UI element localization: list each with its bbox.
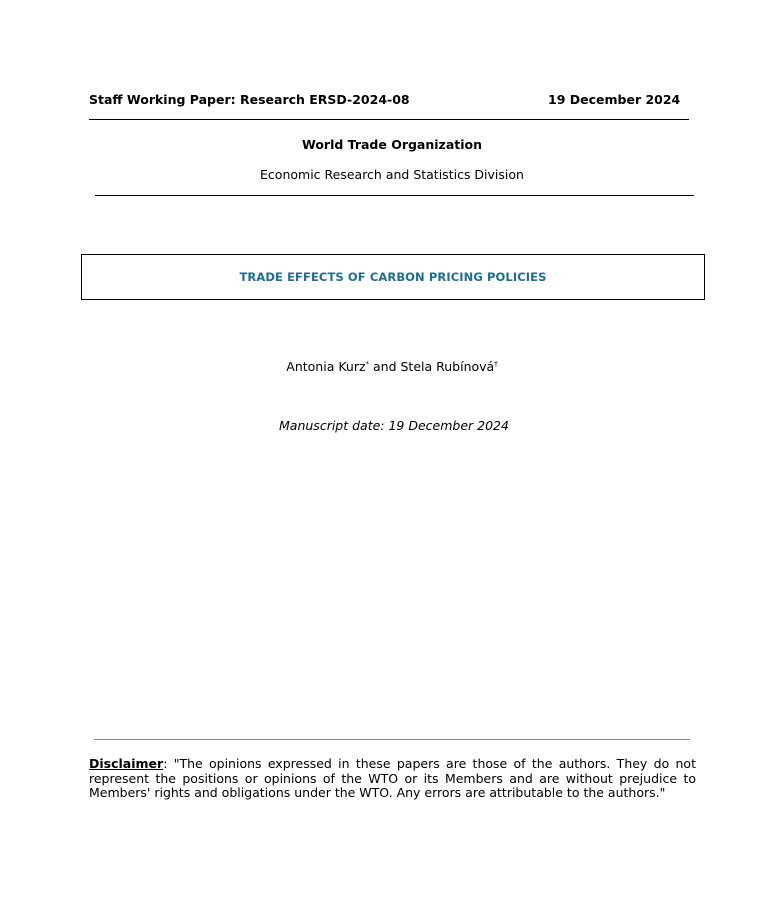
author-connector: and: [369, 359, 401, 374]
header-divider: [89, 119, 689, 120]
manuscript-date: Manuscript date: 19 December 2024: [279, 418, 509, 433]
author-name-2: Stela Rubínová: [400, 359, 495, 374]
author-footnote-mark-1[interactable]: *: [365, 360, 370, 368]
series-identifier: Staff Working Paper: Research ERSD-2024-08: [89, 92, 410, 107]
author-name-1: Antonia Kurz: [286, 359, 366, 374]
title-box: [81, 254, 705, 300]
section-divider: [95, 195, 694, 196]
disclaimer-text: : "The opinions expressed in these papers are those of the authors. They do not represent the positions or opinions of the WTO or its Members and are without prejudice to Members' rights and obligations under the WTO. Any errors are attributable to the authors.": [89, 756, 696, 800]
division-name: Economic Research and Statistics Division: [260, 167, 524, 182]
author-line: [0, 359, 778, 374]
disclaimer-label: Disclaimer: [89, 756, 164, 771]
disclaimer: [89, 757, 696, 801]
header-date: 19 December 2024: [548, 92, 681, 107]
paper-title: TRADE EFFECTS OF CARBON PRICING POLICIES: [239, 270, 547, 284]
organization-name: World Trade Organization: [301, 137, 483, 152]
author-footnote-mark-2[interactable]: †: [494, 360, 498, 368]
footnote-divider: [94, 739, 690, 740]
